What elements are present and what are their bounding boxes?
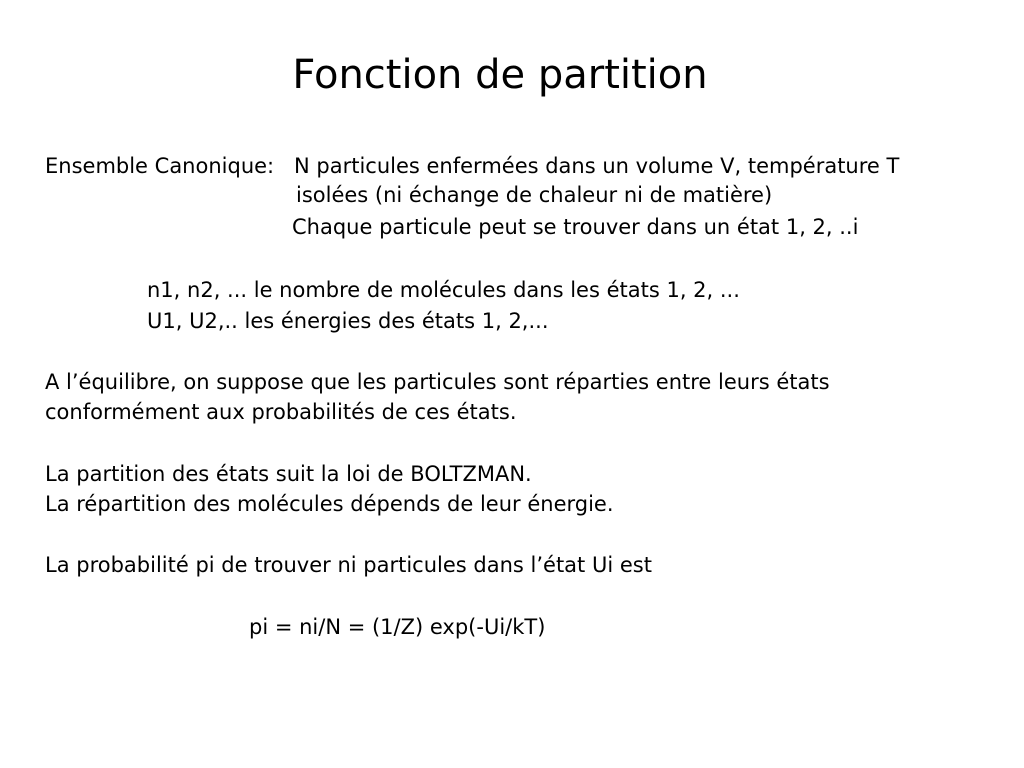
ensemble-label: Ensemble Canonique: (45, 154, 275, 178)
boltzmann-line-2: La répartition des molécules dépends de leur énergie. (45, 492, 614, 516)
definition-u: U1, U2,.. les énergies des états 1, 2,... (147, 309, 549, 333)
ensemble-line-1: N particules enfermées dans un volume V, température T (294, 154, 900, 178)
probability-formula: pi = ni/N = (1/Z) exp(-Ui/kT) (249, 615, 546, 639)
probability-statement: La probabilité pi de trouver ni particules dans l’état Ui est (45, 553, 652, 577)
boltzmann-line-1: La partition des états suit la loi de BOLTZMAN. (45, 462, 532, 486)
equilibrium-line-1: A l’équilibre, on suppose que les particules sont réparties entre leurs états (45, 370, 830, 394)
slide-title: Fonction de partition (292, 52, 708, 98)
ensemble-line-3: Chaque particule peut se trouver dans un état 1, 2, ..i (292, 215, 859, 239)
ensemble-line-2: isolées (ni échange de chaleur ni de matière) (296, 183, 773, 207)
definition-n: n1, n2, ... le nombre de molécules dans les états 1, 2, ... (147, 278, 740, 302)
equilibrium-line-2: conformément aux probabilités de ces états. (45, 400, 517, 424)
